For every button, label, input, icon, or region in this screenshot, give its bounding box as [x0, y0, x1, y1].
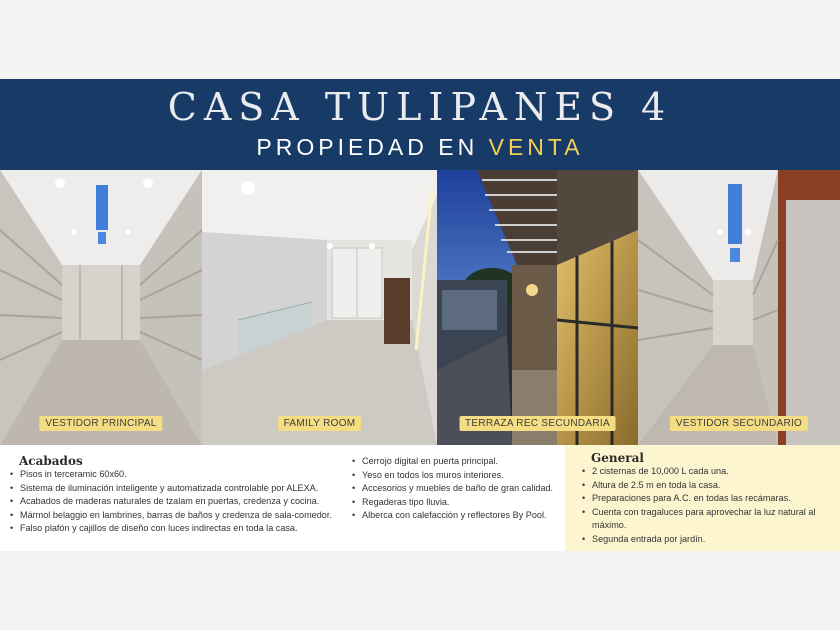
secondary-closet-image	[638, 170, 840, 445]
property-title: CASA TULIPANES 4	[167, 85, 673, 129]
photo-caption: VESTIDOR SECUNDARIO	[670, 416, 808, 431]
photo-caption: TERRAZA REC SECUNDARIA	[459, 416, 616, 431]
photo-caption: VESTIDOR PRINCIPAL	[39, 416, 162, 431]
acabados-list	[8, 468, 348, 536]
list-item: • Accesorios y muebles de baño de gran calidad.	[350, 482, 565, 496]
list-item: • Altura de 2.5 m en toda la casa.	[580, 479, 832, 493]
acabados-column	[8, 445, 348, 551]
list-item: • Preparaciones para A.C. en todas las recámaras.	[580, 492, 832, 506]
features-section	[0, 445, 840, 551]
list-item: • Segunda entrada por jardín.	[580, 533, 832, 547]
list-item: • Regaderas tipo lluvia.	[350, 496, 565, 510]
extras-list	[350, 455, 565, 523]
family-room-image	[202, 170, 437, 445]
photo-vestidor-secundario	[638, 170, 840, 445]
property-flyer	[0, 79, 840, 551]
list-item: • Pisos in terceramic 60x60.	[8, 468, 348, 482]
walk-in-closet-image	[0, 170, 202, 445]
photo-family-room	[202, 170, 437, 445]
property-subtitle	[0, 134, 840, 161]
terrace-image	[437, 170, 638, 445]
photo-strip	[0, 170, 840, 445]
list-item: • Alberca con calefacción y reflectores By Pool.	[350, 509, 565, 523]
subtitle-accent: VENTA	[488, 134, 584, 160]
extras-column	[350, 445, 565, 551]
general-list	[580, 465, 832, 546]
list-item: • Cuenta con tragaluces para aprovechar la luz natural al máximo.	[580, 506, 832, 533]
subtitle-prefix: PROPIEDAD EN	[256, 134, 479, 160]
list-item: • Yeso en todos los muros interiores.	[350, 469, 565, 483]
photo-terraza	[437, 170, 638, 445]
list-item: • Cerrojo digital en puerta principal.	[350, 455, 565, 469]
list-item: • Acabados de maderas naturales de tzalam en puertas, credenza y cocina.	[8, 495, 348, 509]
list-item: • 2 cisternas de 10,000 L cada una.	[580, 465, 832, 479]
list-item: • Falso plafón y cajillos de diseño con luces indirectas en toda la casa.	[8, 522, 348, 536]
general-heading: General	[591, 451, 644, 465]
general-column	[565, 445, 840, 551]
acabados-heading: Acabados	[19, 454, 83, 468]
photo-caption: FAMILY ROOM	[278, 416, 362, 431]
list-item: • Sistema de iluminación inteligente y automatizada controlable por ALEXA.	[8, 482, 348, 496]
title-banner	[0, 79, 840, 170]
list-item: • Mármol belaggio en lambrines, barras de baños y credenza de sala-comedor.	[8, 509, 348, 523]
photo-vestidor-principal	[0, 170, 202, 445]
